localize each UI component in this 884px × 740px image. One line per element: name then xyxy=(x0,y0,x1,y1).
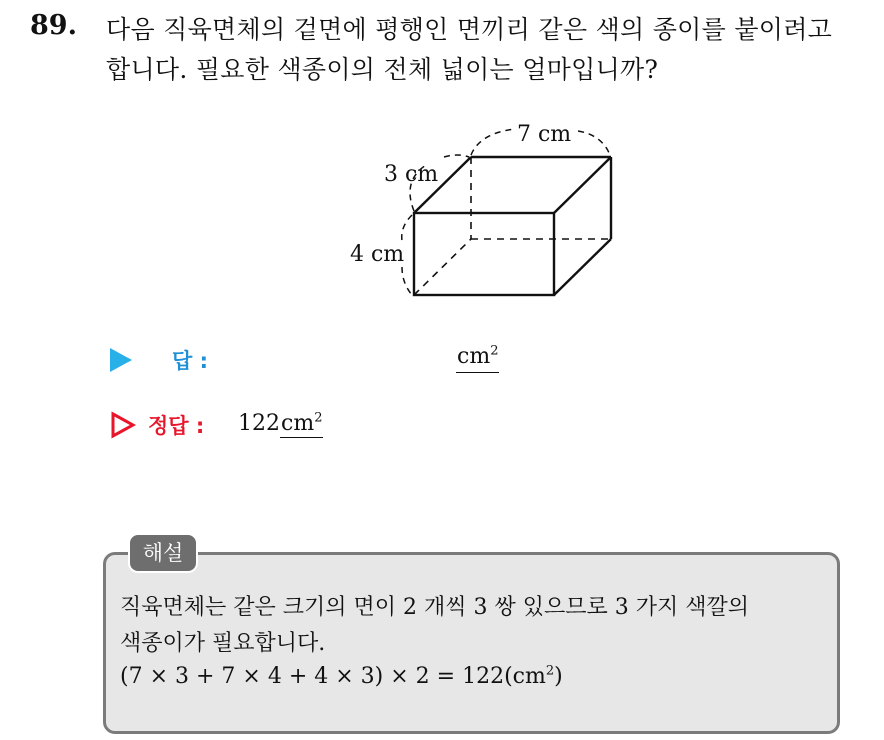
height-label: 4 cm xyxy=(350,242,405,267)
answer-row xyxy=(110,345,610,379)
correct-answer-unit-group xyxy=(280,411,323,438)
question-line-1: 다음 직육면체의 겉면에 평행인 면끼리 같은 색의 종이를 붙이려고 xyxy=(106,15,833,44)
width-label: 7 cm xyxy=(517,122,572,147)
hidden-depth-edge xyxy=(414,239,471,295)
depth-label: 3 cm xyxy=(384,162,439,187)
solution-formula xyxy=(120,664,563,689)
width-dimension-arc-right xyxy=(578,131,610,155)
height-dimension-arc xyxy=(402,215,412,241)
correct-answer-label: 정답 : xyxy=(148,414,205,438)
correct-answer-unit-exponent: 2 xyxy=(314,410,323,426)
width-dimension-arc xyxy=(471,129,515,155)
solution-formula-exponent: 2 xyxy=(545,663,555,679)
play-arrow-icon xyxy=(110,348,132,372)
solution-line-1: 직육면체는 같은 크기의 면이 2 개씩 3 쌍 있으므로 3 가지 색깔의 xyxy=(120,595,749,620)
question-number: 89. xyxy=(30,10,77,41)
answer-unit: cm xyxy=(457,344,491,369)
solution-line-2: 색종이가 필요합니다. xyxy=(120,631,326,656)
answer-unit-exponent: 2 xyxy=(490,343,499,359)
question-line-2: 합니다. 필요한 색종이의 전체 넓이는 얼마입니까? xyxy=(106,55,659,84)
correct-answer-unit: cm xyxy=(281,411,315,436)
depth-dimension-arc-top xyxy=(444,155,469,157)
correct-answer-row xyxy=(110,410,610,444)
answer-label: 답 : xyxy=(172,349,208,373)
solution-formula-end: ) xyxy=(554,664,563,689)
solution-tab: 해설 xyxy=(128,533,198,573)
solution-formula-main: (7 × 3 + 7 × 4 + 4 × 3) × 2 = 122(cm xyxy=(120,664,546,689)
top-right-edge xyxy=(554,157,611,213)
answer-input-blank[interactable] xyxy=(456,343,499,373)
bottom-right-edge xyxy=(554,239,611,295)
cuboid-figure xyxy=(340,115,640,305)
correct-answer-value: 122 xyxy=(238,411,280,436)
cuboid-diagram xyxy=(340,115,640,305)
height-dimension-arc-bottom xyxy=(402,267,412,295)
outline-triangle-icon xyxy=(110,411,136,439)
correct-answer-value-group xyxy=(238,409,323,439)
question-text xyxy=(106,10,876,90)
front-face xyxy=(414,213,554,295)
